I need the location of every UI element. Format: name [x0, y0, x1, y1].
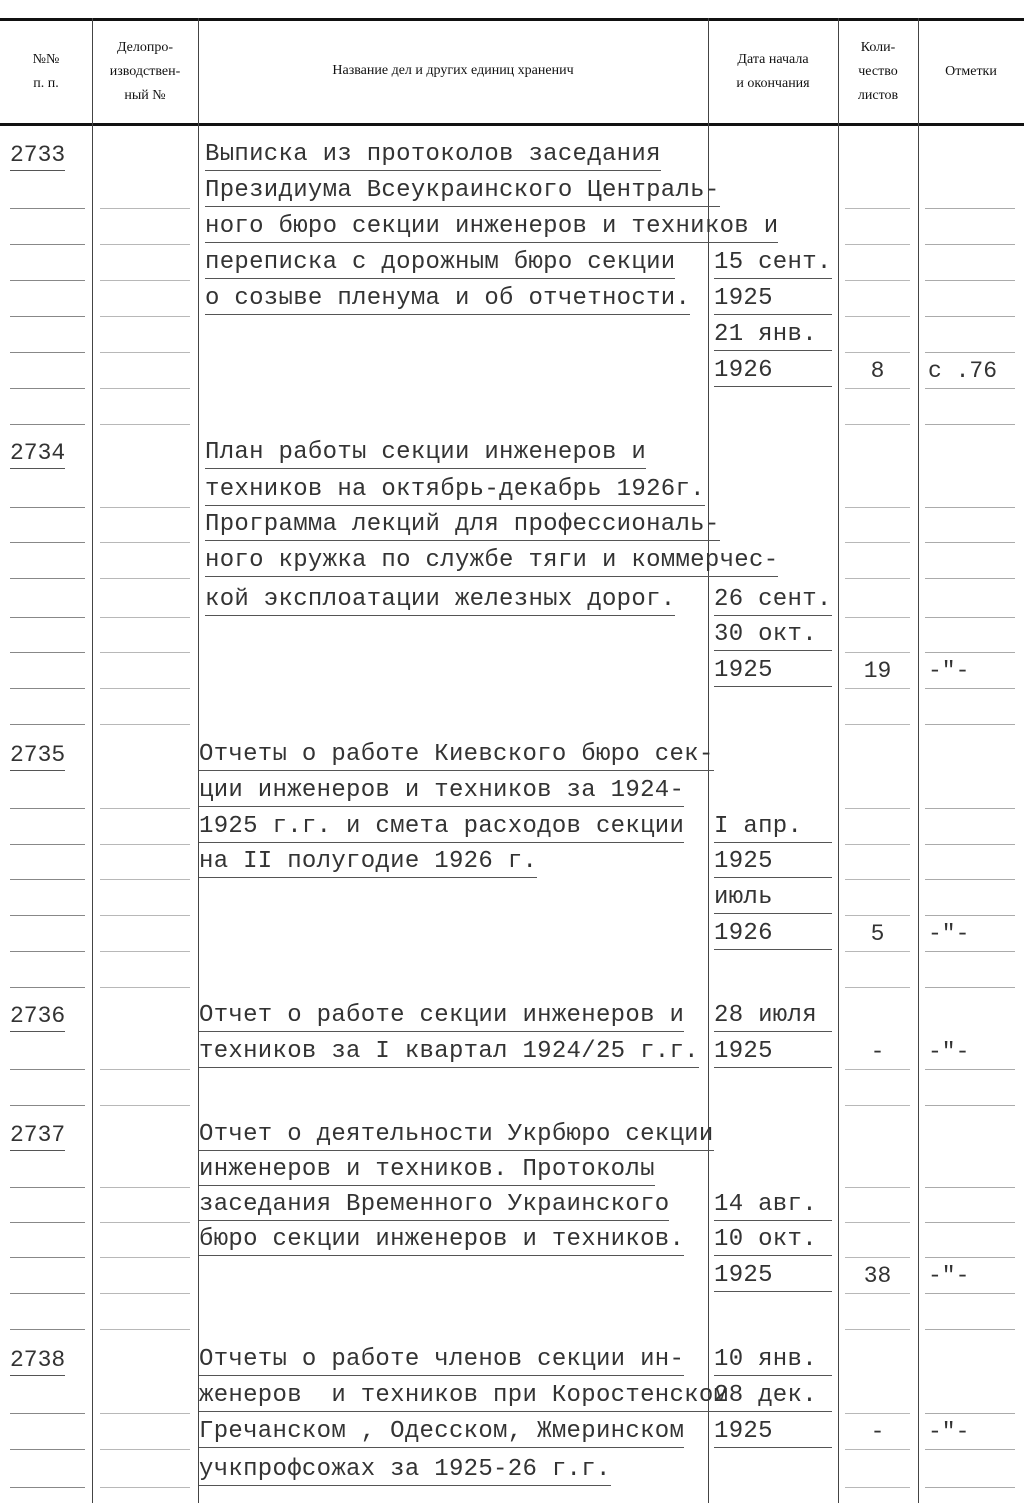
entry-number: 2738 — [10, 1345, 65, 1376]
ruling-line — [925, 724, 1015, 725]
ruling-line — [100, 1329, 190, 1330]
ruling-line — [925, 578, 1015, 579]
entry-date: 26 сент. — [714, 585, 832, 616]
ruling-line — [10, 652, 85, 653]
column-divider — [918, 18, 919, 1503]
ruling-line — [10, 987, 85, 988]
ruling-line — [10, 1187, 85, 1188]
ruling-line — [100, 280, 190, 281]
ruling-line — [925, 316, 1015, 317]
ruling-line — [10, 244, 85, 245]
ruling-line — [845, 915, 910, 916]
ruling-line — [100, 208, 190, 209]
ruling-line — [925, 1187, 1015, 1188]
entry-title-line: переписка с дорожным бюро секции — [205, 248, 675, 279]
ruling-line — [925, 244, 1015, 245]
entry-date: 10 янв. — [714, 1345, 832, 1376]
ruling-line — [925, 208, 1015, 209]
ruling-line — [10, 542, 85, 543]
ruling-line — [100, 542, 190, 543]
ruling-line — [845, 1187, 910, 1188]
entry-number: 2733 — [10, 140, 65, 171]
ruling-line — [845, 1329, 910, 1330]
ruling-line — [845, 617, 910, 618]
header-dates: Дата начала и окончания — [736, 52, 810, 91]
ruling-line — [10, 879, 85, 880]
ruling-line — [925, 617, 1015, 618]
entry-title-line: о созыве пленума и об отчетности. — [205, 284, 690, 315]
ruling-line — [845, 1413, 910, 1414]
entry-note: -"- — [928, 921, 970, 947]
ruling-line — [100, 1293, 190, 1294]
entry-date: 1925 — [714, 656, 832, 687]
ruling-line — [10, 1293, 85, 1294]
ruling-line — [925, 808, 1015, 809]
ruling-line — [845, 244, 910, 245]
ruling-line — [925, 1069, 1015, 1070]
header-notes: Отметки — [945, 64, 997, 79]
entry-title-line: бюро секции инженеров и техников. — [199, 1225, 684, 1256]
ruling-line — [10, 915, 85, 916]
ruling-line — [10, 1257, 85, 1258]
header-sheet-count: Коли- чество листов — [857, 40, 899, 103]
ruling-line — [845, 507, 910, 508]
entry-date: 28 дек. — [714, 1381, 832, 1412]
entry-date: 15 сент. — [714, 248, 832, 279]
entry-note: -"- — [928, 1039, 970, 1065]
ruling-line — [10, 1222, 85, 1223]
ruling-line — [925, 844, 1015, 845]
entry-sheet-count: 5 — [870, 921, 885, 947]
entry-title-line: Гречанском , Одесском, Жмеринском — [199, 1417, 684, 1448]
entry-date: 14 авг. — [714, 1190, 832, 1221]
ruling-line — [10, 1105, 85, 1106]
entry-title-line: Отчет о работе секции инженеров и — [199, 1001, 684, 1032]
entry-title-line: кой эксплоатации железных дорог. — [205, 585, 675, 616]
entry-title-line: План работы секции инженеров и — [205, 438, 646, 469]
ruling-line — [100, 578, 190, 579]
entry-date: 21 янв. — [714, 320, 832, 351]
entry-sheet-count: 38 — [863, 1263, 892, 1289]
ruling-line — [100, 507, 190, 508]
ruling-line — [845, 578, 910, 579]
entry-title-line: заседания Временного Украинского — [199, 1190, 669, 1221]
ruling-line — [100, 844, 190, 845]
header-title: Название дел и других единиц храненич — [332, 63, 574, 78]
entry-title-line: инженеров и техников. Протоколы — [199, 1155, 655, 1186]
entry-date: 30 окт. — [714, 620, 832, 651]
ruling-line — [845, 1257, 910, 1258]
ruling-line — [100, 1105, 190, 1106]
ruling-line — [845, 879, 910, 880]
ruling-line — [845, 951, 910, 952]
entry-title-line: ции инженеров и техников за 1924- — [199, 776, 684, 807]
entry-date: 28 июля — [714, 1001, 832, 1032]
ruling-line — [925, 1293, 1015, 1294]
entry-date: 1926 — [714, 356, 832, 387]
entry-number: 2737 — [10, 1120, 65, 1151]
entry-note: с .76 — [928, 358, 998, 384]
ruling-line — [100, 244, 190, 245]
ruling-line — [100, 1257, 190, 1258]
ruling-line — [845, 987, 910, 988]
entry-title-line: Президиума Всеукраинского Централь- — [205, 176, 720, 207]
ruling-line — [10, 1329, 85, 1330]
ruling-line — [925, 1257, 1015, 1258]
ruling-line — [100, 352, 190, 353]
ruling-line — [925, 987, 1015, 988]
ruling-line — [100, 1222, 190, 1223]
table-header — [0, 18, 1024, 126]
ruling-line — [845, 1069, 910, 1070]
ruling-line — [845, 1293, 910, 1294]
ruling-line — [10, 1069, 85, 1070]
ruling-line — [10, 578, 85, 579]
ruling-line — [100, 987, 190, 988]
ruling-line — [845, 316, 910, 317]
ruling-line — [10, 1487, 85, 1488]
entry-sheet-count: 8 — [870, 358, 885, 384]
entry-date: 1925 — [714, 847, 832, 878]
entry-sheet-count: - — [870, 1039, 885, 1065]
ruling-line — [925, 1222, 1015, 1223]
entry-sheet-count: - — [870, 1419, 885, 1445]
ruling-line — [10, 280, 85, 281]
entry-title-line: Программа лекций для профессиональ- — [205, 510, 720, 541]
ruling-line — [925, 507, 1015, 508]
ruling-line — [10, 724, 85, 725]
entry-date: 1925 — [714, 284, 832, 315]
ruling-line — [925, 652, 1015, 653]
ruling-line — [925, 1449, 1015, 1450]
entry-title-line: ного кружка по службе тяги и коммерчес- — [205, 546, 778, 577]
entry-title-line: ного бюро секции инженеров и техников и — [205, 212, 778, 243]
ruling-line — [10, 1449, 85, 1450]
ruling-line — [925, 951, 1015, 952]
ruling-line — [100, 388, 190, 389]
ruling-line — [100, 724, 190, 725]
ruling-line — [845, 652, 910, 653]
ruling-line — [925, 688, 1015, 689]
ruling-line — [845, 808, 910, 809]
ruling-line — [10, 316, 85, 317]
entry-date: июль — [714, 883, 832, 914]
ruling-line — [845, 208, 910, 209]
entry-note: -"- — [928, 1263, 970, 1289]
ruling-line — [845, 1222, 910, 1223]
entry-title-line: Отчет о деятельности Укрбюро секции — [199, 1120, 714, 1151]
ruling-line — [10, 507, 85, 508]
ruling-line — [10, 951, 85, 952]
header-office-number: Делопро- изводствен- ный № — [109, 40, 181, 103]
ruling-line — [10, 1413, 85, 1414]
ruling-line — [10, 388, 85, 389]
ruling-line — [100, 1449, 190, 1450]
ruling-line — [845, 388, 910, 389]
ruling-line — [925, 879, 1015, 880]
ruling-line — [845, 688, 910, 689]
ruling-line — [925, 1487, 1015, 1488]
entry-title-line: 1925 г.г. и смета расходов секции — [199, 812, 684, 843]
ruling-line — [100, 951, 190, 952]
entry-title-line: учкпрофсожах за 1925-26 г.г. — [199, 1455, 611, 1486]
entry-number: 2736 — [10, 1001, 65, 1032]
entry-date: 1925 — [714, 1417, 832, 1448]
ruling-line — [845, 280, 910, 281]
ruling-line — [100, 915, 190, 916]
ruling-line — [100, 1487, 190, 1488]
ruling-line — [100, 879, 190, 880]
header-number: №№ п. п. — [32, 52, 60, 91]
ruling-line — [10, 617, 85, 618]
ruling-line — [845, 844, 910, 845]
entry-title-line: женеров и техников при Коростенском — [199, 1381, 728, 1412]
ruling-line — [10, 352, 85, 353]
ruling-line — [925, 915, 1015, 916]
entry-date: 1925 — [714, 1037, 832, 1068]
ruling-line — [100, 1187, 190, 1188]
ruling-line — [100, 617, 190, 618]
ruling-line — [925, 542, 1015, 543]
column-divider — [92, 18, 93, 1503]
ruling-line — [845, 424, 910, 425]
ruling-line — [925, 1329, 1015, 1330]
entry-title-line: Отчеты о работе членов секции ин- — [199, 1345, 684, 1376]
ruling-line — [845, 542, 910, 543]
ruling-line — [100, 316, 190, 317]
ruling-line — [925, 1105, 1015, 1106]
ruling-line — [845, 352, 910, 353]
entry-note: -"- — [928, 1419, 970, 1445]
ruling-line — [10, 844, 85, 845]
ruling-line — [100, 688, 190, 689]
ruling-line — [925, 1413, 1015, 1414]
ruling-line — [925, 352, 1015, 353]
ruling-line — [845, 724, 910, 725]
entry-number: 2734 — [10, 438, 65, 469]
ruling-line — [100, 1413, 190, 1414]
ruling-line — [100, 652, 190, 653]
entry-date: 1925 — [714, 1261, 832, 1292]
ruling-line — [845, 1105, 910, 1106]
ruling-line — [925, 388, 1015, 389]
entry-number: 2735 — [10, 740, 65, 771]
entry-title-line: Отчеты о работе Киевского бюро сек- — [199, 740, 714, 771]
ruling-line — [100, 1069, 190, 1070]
ruling-line — [925, 280, 1015, 281]
entry-sheet-count: 19 — [863, 658, 892, 684]
ruling-line — [845, 1449, 910, 1450]
entry-title-line: техников за I квартал 1924/25 г.г. — [199, 1037, 699, 1068]
entry-date: 10 окт. — [714, 1225, 832, 1256]
entry-title-line: техников на октябрь-декабрь 1926г. — [205, 475, 705, 506]
ruling-line — [925, 424, 1015, 425]
ruling-line — [100, 808, 190, 809]
ruling-line — [10, 808, 85, 809]
ruling-line — [100, 424, 190, 425]
entry-title-line: Выписка из протоколов заседания — [205, 140, 661, 171]
ruling-line — [10, 424, 85, 425]
entry-date: 1926 — [714, 919, 832, 950]
entry-note: -"- — [928, 658, 970, 684]
entry-date: I апр. — [714, 812, 832, 843]
ruling-line — [10, 688, 85, 689]
entry-title-line: на II полугодие 1926 г. — [199, 847, 537, 878]
ruling-line — [845, 1487, 910, 1488]
column-divider — [838, 18, 839, 1503]
ruling-line — [10, 208, 85, 209]
